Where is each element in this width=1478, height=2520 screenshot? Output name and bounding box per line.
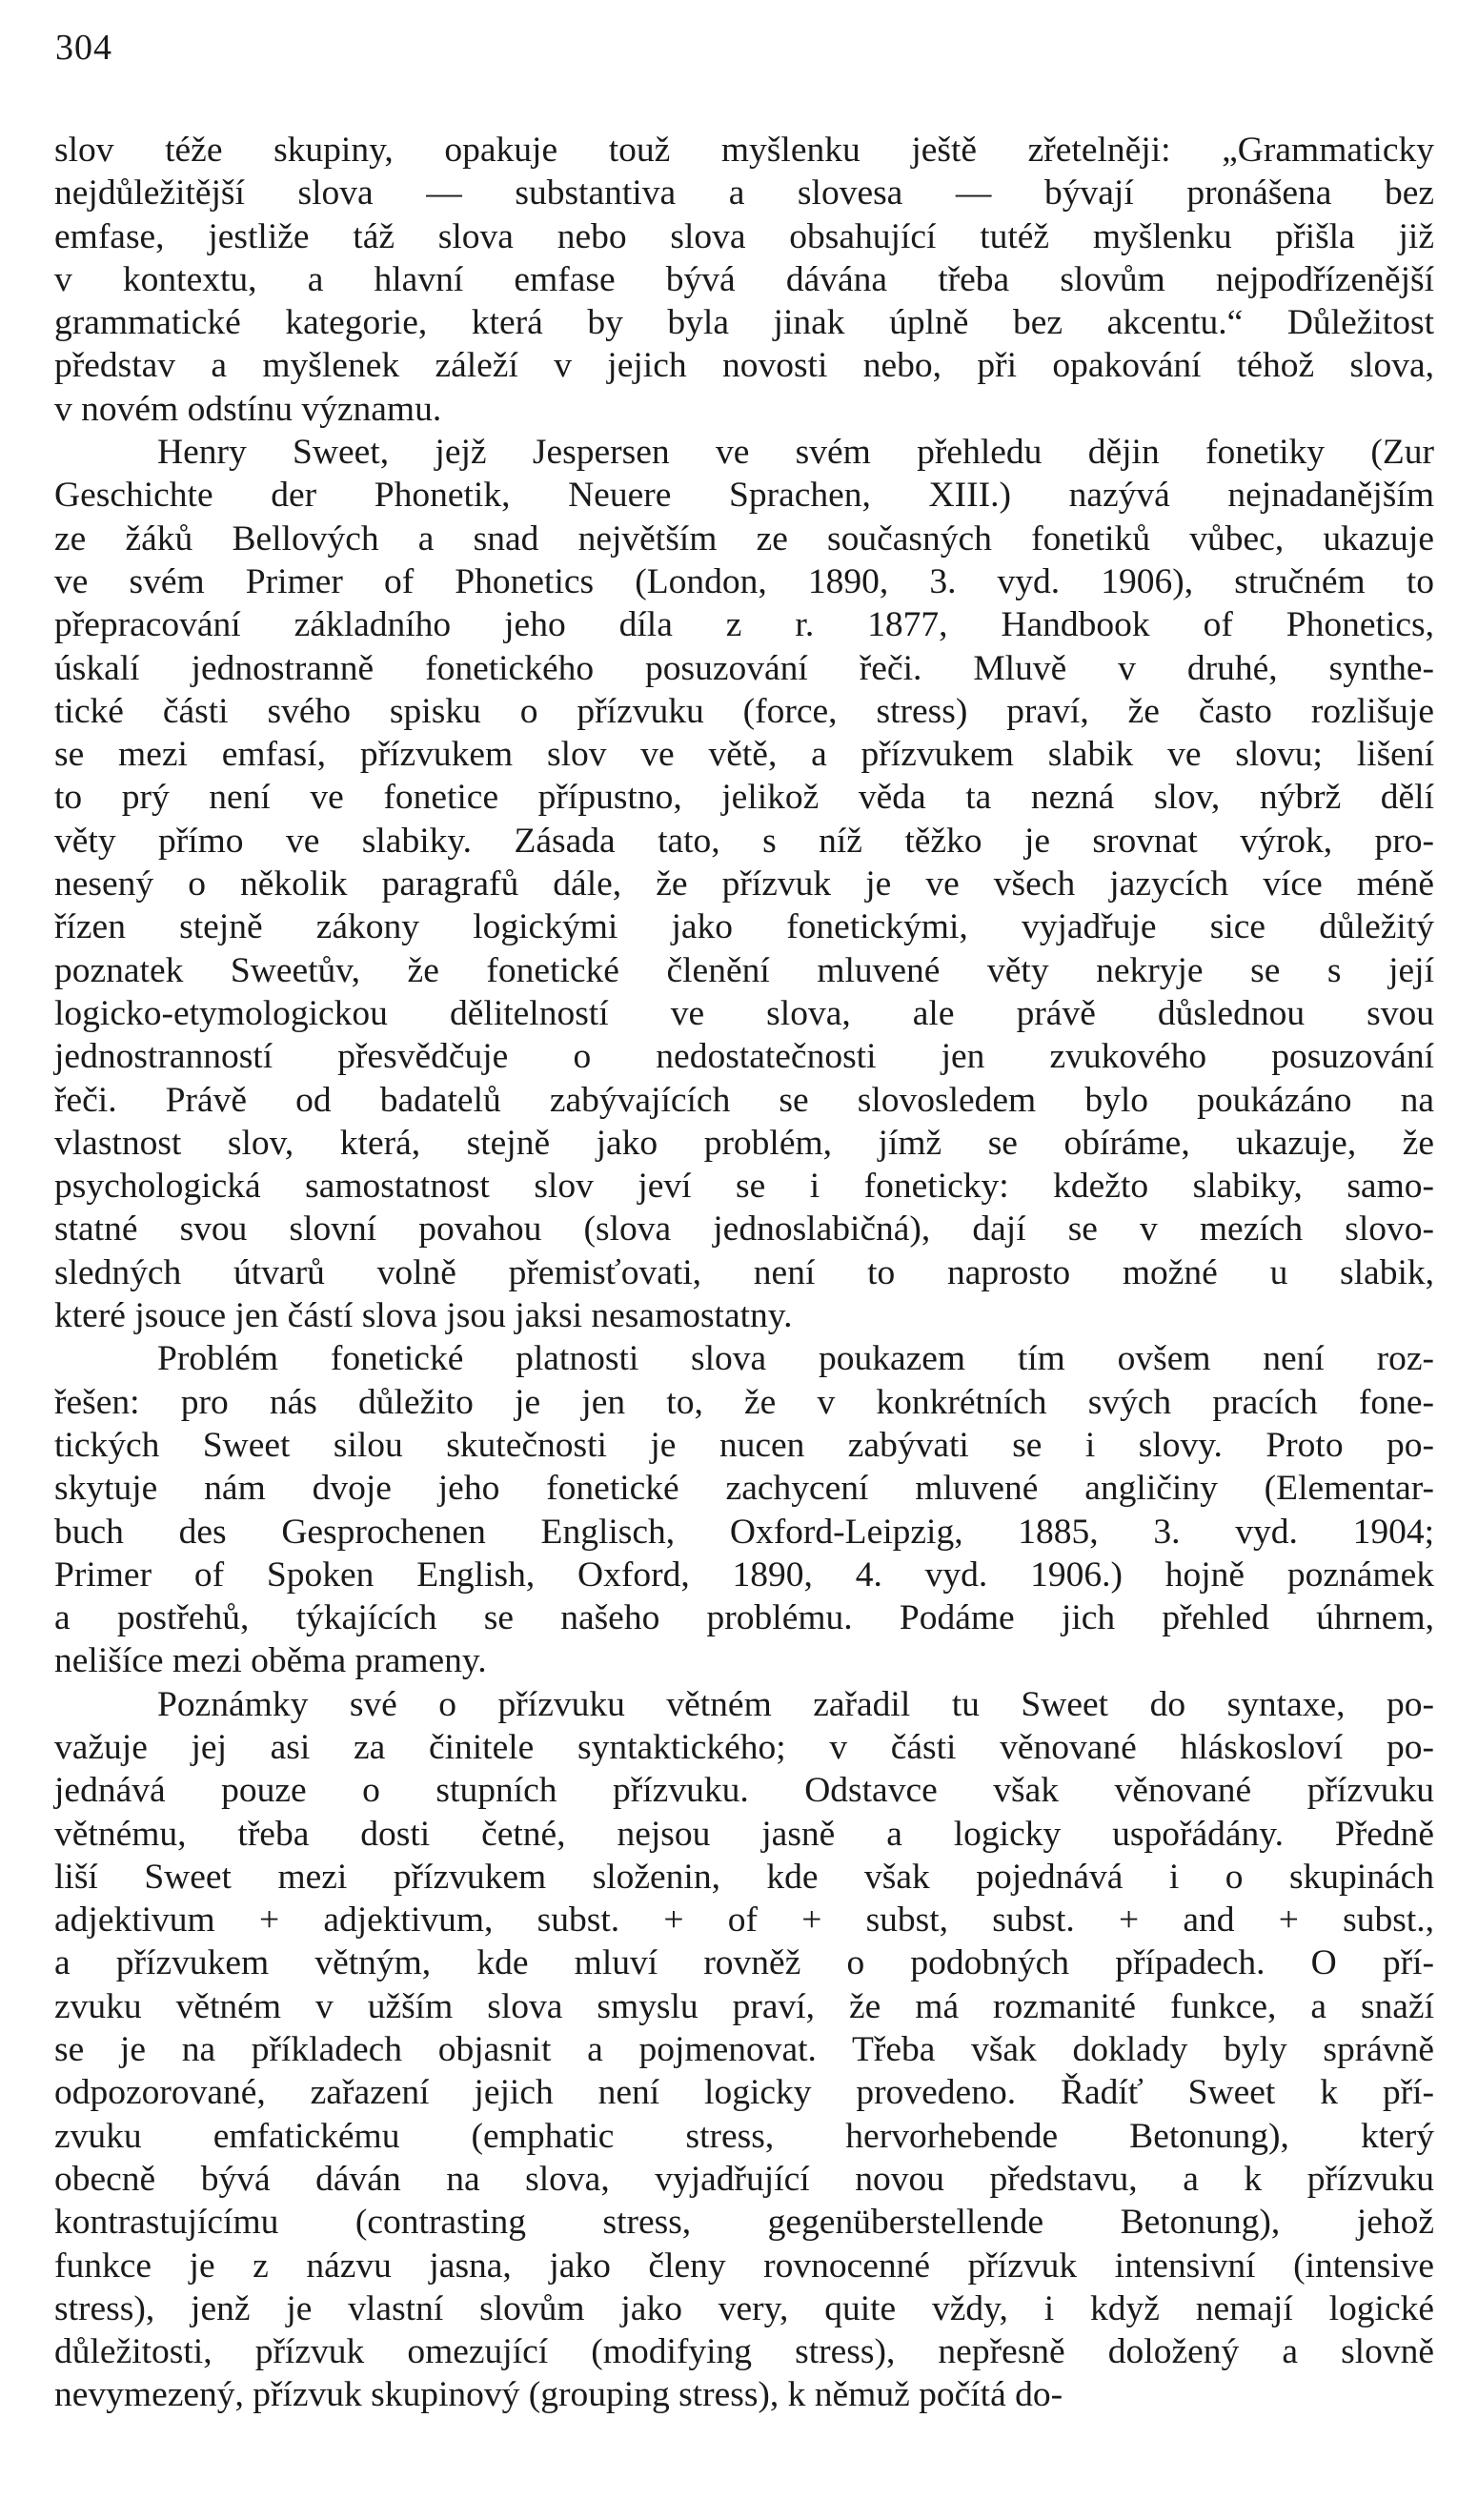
text-line: Poznámky své o přízvuku větném zařadil tu Sweet do syntaxe, po- [157, 1684, 1434, 1724]
text-line: logicko-etymologickou dělitelností ve slova, ale právě důslednou svou [54, 993, 1434, 1033]
text-line: jednostranností přesvědčuje o nedostatečnosti jen zvukového posuzování [54, 1037, 1434, 1077]
text-line: tické části svého spisku o přízvuku (force, stress) praví, že často rozlišuje [54, 691, 1434, 731]
text-line: řeči. Právě od badatelů zabývajících se slovosledem bylo poukázáno na [54, 1080, 1434, 1120]
text-line: stress), jenž je vlastní slovům jako very, quite vždy, i když nemají logické [54, 2288, 1434, 2328]
text-line: emfase, jestliže táž slova nebo slova obsahující tutéž myšlenku přišla již [54, 216, 1434, 256]
text-line: nevymezený, přízvuk skupinový (grouping stress), k němuž počítá do- [54, 2375, 1063, 2415]
paragraph [54, 129, 1434, 431]
text-line: větnému, třeba dosti četné, nejsou jasně a logicky uspořádány. Předně [54, 1814, 1434, 1854]
paragraph [54, 1337, 1434, 1682]
text-line: to prý není ve fonetice přípustno, jelikož věda ta nezná slov, nýbrž dělí [54, 778, 1434, 818]
text-line: statné svou slovní povahou (slova jednoslabičná), dají se v mezích slovo- [54, 1209, 1434, 1250]
text-line: se je na příkladech objasnit a pojmenovat. Třeba však doklady byly správně [54, 2030, 1434, 2070]
text-line: buch des Gesprochenen Englisch, Oxford-Leipzig, 1885, 3. vyd. 1904; [54, 1512, 1434, 1552]
text-line: v novém odstínu významu. [54, 389, 442, 429]
text-line: adjektivum + adjektivum, subst. + of + subst, subst. + and + subst., [54, 1900, 1434, 1941]
text-line: Henry Sweet, jejž Jespersen ve svém přehledu dějin fonetiky (Zur [157, 433, 1434, 473]
text-line: se mezi emfasí, přízvukem slov ve větě, a přízvukem slabik ve slovu; lišení [54, 735, 1434, 775]
text-line: úskalí jednostranně fonetického posuzování řeči. Mluvě v druhé, synthe- [54, 648, 1434, 688]
text-line: važuje jej asi za činitele syntaktického; v části věnované hláskosloví po- [54, 1727, 1434, 1767]
text-line: slov téže skupiny, opakuje touž myšlenku ještě zřetelněji: „Grammaticky [54, 131, 1434, 170]
page-number: 304 [55, 28, 112, 68]
text-line: nejdůležitější slova — substantiva a slovesa — bývají pronášena bez [54, 173, 1434, 213]
text-line: zvuku emfatickému (emphatic stress, hervorhebende Betonung), který [54, 2116, 1434, 2156]
text-line: přepracování základního jeho díla z r. 1877, Handbook of Phonetics, [54, 605, 1434, 645]
text-line: kontrastujícímu (contrasting stress, gegenüberstellende Betonung), jehož [54, 2203, 1434, 2243]
text-line: obecně bývá dáván na slova, vyjadřující novou představu, a k přízvuku [54, 2159, 1434, 2199]
text-line: sledných útvarů volně přemisťovati, není to naprosto možné u slabik, [54, 1252, 1434, 1292]
text-line: a přízvukem větným, kde mluví rovněž o podobných případech. O pří- [54, 1943, 1434, 1983]
text-line: a postřehů, týkajících se našeho problému. Podáme jich přehled úhrnem, [54, 1598, 1434, 1638]
text-line: řešen: pro nás důležito je jen to, že v konkrétních svých pracích fone- [54, 1382, 1434, 1422]
text-line: tických Sweet silou skutečnosti je nucen zabývati se i slovy. Proto po- [54, 1425, 1434, 1465]
paragraph [54, 431, 1434, 1337]
text-line: grammatické kategorie, která by byla jinak úplně bez akcentu.“ Důležitost [54, 303, 1434, 343]
text-line: skytuje nám dvoje jeho fonetické zachycení mluvené angličiny (Elementar- [54, 1469, 1434, 1509]
text-line: důležitosti, přízvuk omezující (modifying stress), nepřesně doložený a slovně [54, 2332, 1434, 2372]
text-line: nelišíce mezi oběma prameny. [54, 1641, 487, 1681]
text-line: jednává pouze o stupních přízvuku. Odstavce však věnované přízvuku [54, 1771, 1434, 1811]
body-text [54, 129, 1434, 2417]
paragraph [54, 1683, 1434, 2417]
text-line: Problém fonetické platnosti slova poukazem tím ovšem není roz- [157, 1339, 1434, 1379]
text-line: psychologická samostatnost slov jeví se i foneticky: kdežto slabiky, samo- [54, 1167, 1434, 1207]
text-line: odpozorované, zařazení jejich není logicky provedeno. Řadíť Sweet k pří- [54, 2073, 1434, 2113]
text-line: poznatek Sweetův, že fonetické členění mluvené věty nekryje se s její [54, 950, 1434, 990]
text-line: funkce je z názvu jasna, jako členy rovnocenné přízvuk intensivní (intensive [54, 2246, 1434, 2286]
text-line: řízen stejně zákony logickými jako fonetickými, vyjadřuje sice důležitý [54, 907, 1434, 947]
text-line: zvuku větném v užším slova smyslu praví, že má rozmanité funkce, a snaží [54, 1986, 1434, 2026]
text-line: Primer of Spoken English, Oxford, 1890, 4. vyd. 1906.) hojně poznámek [54, 1555, 1434, 1595]
text-line: které jsouce jen částí slova jsou jaksi nesamostatny. [54, 1296, 793, 1336]
text-line: věty přímo ve slabiky. Zásada tato, s níž těžko je srovnat výrok, pro- [54, 821, 1434, 861]
text-line: Geschichte der Phonetik, Neuere Sprachen, XIII.) nazývá nejnadanějším [54, 476, 1434, 516]
text-line: nesený o několik paragrafů dále, že přízvuk je ve všech jazycích více méně [54, 864, 1434, 904]
text-line: ze žáků Bellových a snad největším ze současných fonetiků vůbec, ukazuje [54, 518, 1434, 559]
text-line: vlastnost slov, která, stejně jako problém, jímž se obíráme, ukazuje, že [54, 1123, 1434, 1163]
text-line: v kontextu, a hlavní emfase bývá dávána třeba slovům nejpodřízenější [54, 259, 1434, 299]
text-line: liší Sweet mezi přízvukem složenin, kde však pojednává i o skupinách [54, 1857, 1434, 1897]
text-line: ve svém Primer of Phonetics (London, 1890, 3. vyd. 1906), stručném to [54, 561, 1434, 601]
text-line: představ a myšlenek záleží v jejich novosti nebo, při opakování téhož slova, [54, 346, 1434, 386]
